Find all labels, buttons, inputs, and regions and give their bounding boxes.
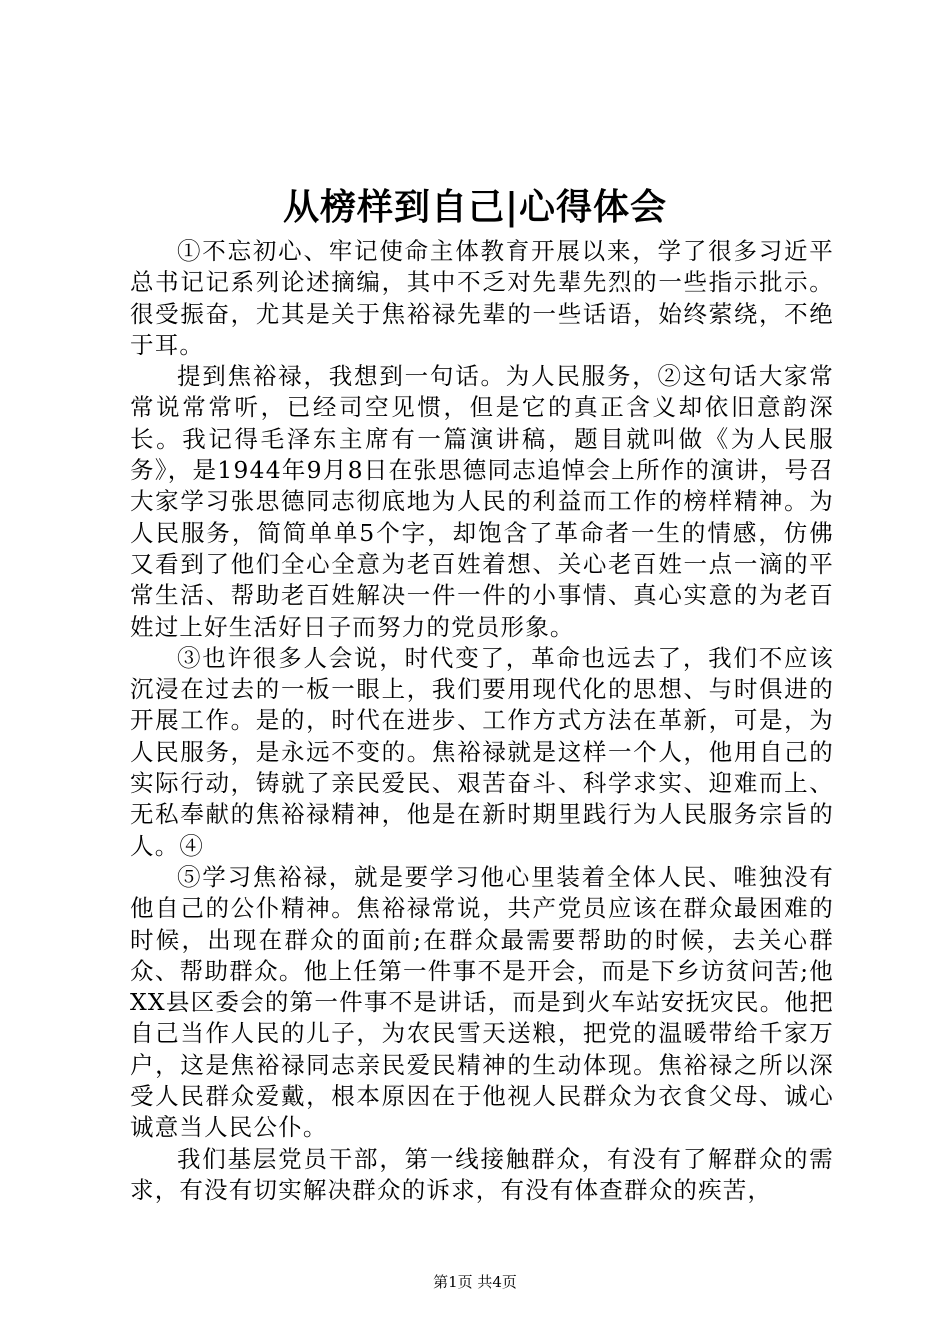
paragraph-3: ③也许很多人会说，时代变了，革命也远去了，我们不应该沉浸在过去的一板一眼上，我们要用现代化的思想、与时俱进的开展工作。是的，时代在进步、工作方式方法在革新，可是，为人民服务，是永远不变的。焦裕禄就是这样一个人，他用自己的实际行动，铸就了亲民爱民、艰苦奋斗、科学求实、迎难而上、无私奉献的焦裕禄精神，他是在新时期里践行为人民服务宗旨的人。④: [130, 643, 834, 860]
document-title: 从榜样到自己|心得体会: [282, 186, 668, 228]
page-footer: 第1页 共4页: [433, 1273, 517, 1291]
paragraph-2: 提到焦裕禄，我想到一句话。为人民服务，②这句话大家常常说常常听，已经司空见惯，但是它的真正含义却依旧意韵深长。我记得毛泽东主席有一篇演讲稿，题目就叫做《为人民服务》，是1944年9月8日在张思德同志追悼会上所作的演讲，号召大家学习张思德同志彻底地为人民的利益而工作的榜样精神。为人民服务，简简单单5个字，却饱含了革命者一生的情感，仿佛又看到了他们全心全意为老百姓着想、关心老百姓一点一滴的平常生活、帮助老百姓解决一件一件的小事情、真心实意的为老百姓过上好生活好日子而努力的党员形象。: [130, 362, 834, 641]
document-body: [130, 236, 834, 1206]
paragraph-4: ⑤学习焦裕禄，就是要学习他心里装着全体人民、唯独没有他自己的公仆精神。焦裕禄常说，共产党员应该在群众最困难的时候，出现在群众的面前;在群众最需要帮助的时候，去关心群众、帮助群众。他上任第一件事不是开会，而是下乡访贫问苦;他XX县区委会的第一件事不是讲话，而是到火车站安抚灾民。他把自己当作人民的儿子，为农民雪天送粮，把党的温暖带给千家万户，这是焦裕禄同志亲民爱民精神的生动体现。焦裕禄之所以深受人民群众爱戴，根本原因在于他视人民群众为衣食父母、诚心诚意当人民公仆。: [130, 862, 834, 1142]
paragraph-1: ①不忘初心、牢记使命主体教育开展以来，学了很多习近平总书记记系列论述摘编，其中不乏对先辈先烈的一些指示批示。很受振奋，尤其是关于焦裕禄先辈的一些话语，始终萦绕，不绝于耳。: [130, 237, 834, 359]
paragraph-5: 我们基层党员干部，第一线接触群众，有没有了解群众的需求，有没有切实解决群众的诉求，有没有体查群众的疾苦，: [130, 1144, 834, 1204]
